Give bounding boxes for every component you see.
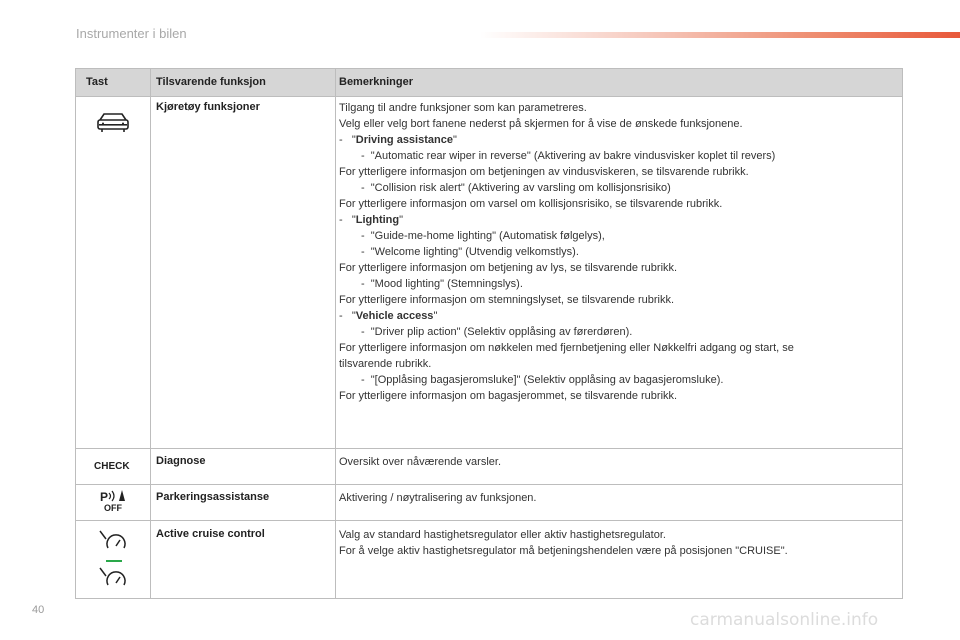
off-label: OFF (104, 503, 122, 513)
check-label: CHECK (94, 461, 130, 472)
function-name: Active cruise control (156, 528, 265, 540)
column-divider (335, 69, 336, 598)
remarks-text: Aktivering / nøytralisering av funksjonen. (339, 492, 537, 504)
svg-text:P: P (100, 490, 109, 504)
function-name: Diagnose (156, 455, 206, 467)
row-divider (76, 448, 902, 449)
remarks-text: Oversikt over nåværende varsler. (339, 456, 502, 468)
remarks-text: Valg av standard hastighetsregulator eller aktiv hastighetsregulator. For å velge aktiv hastighetsregulator må betjeningshendelen være på posisjonen "CRUISE". (339, 529, 788, 557)
column-divider (150, 69, 151, 598)
function-name: Parkeringsassistanse (156, 491, 270, 503)
watermark: carmanualsonline.info (690, 610, 879, 630)
column-header-tast: Tast (76, 69, 150, 96)
cruise-control-icon (76, 524, 150, 599)
row-divider (76, 96, 902, 97)
header-accent-bar (480, 32, 960, 38)
remarks-text: Tilgang til andre funksjoner som kan parametreres. Velg eller velg bort fanene nederst på skjermen for å vise de ønskede funksjonene. - "Driving assistance" - "Automatic rear wiper in reverse" (Aktivering av bakre vindusvisker koplet til revers) For ytterligere informasjon om betjeningen av vindusviskeren, se tilsvarende rubrikk. - "Collision risk alert" (Aktivering av varsling om kollisjonsrisiko) For ytterligere informasjon om varsel om kollisjonsrisiko, se tilsvarende rubrikk. - "Lighting" - "Guide-me-home lighting" (Automatisk følgelys), - "Welcome lighting" (Utvendig velkomstlys). For ytterligere informasjon om betjening av lys, se tilsvarende rubrikk. - "Mood lighting" (Stemningslys). For ytterligere informasjon om stemningslyset, se tilsvarende rubrikk. - "Vehicle access" - "Driver plip action" (Selektiv opplåsing av førerdøren). For ytterligere informasjon om nøkkelen med fjernbetjening eller Nøkkelfri adgang og start, se tilsvarende rubrikk. - "[Opplåsing bagasjeromsluke]" (Selektiv opplåsing av bagasjeromsluke). For ytterligere informasjon om bagasjerommet, se tilsvarende rubrikk. (339, 102, 794, 402)
column-header-function: Tilsvarende funksjon (150, 69, 335, 96)
page-header-title: Instrumenter i bilen (76, 26, 187, 41)
car-icon (76, 107, 150, 137)
row-divider (76, 484, 902, 485)
function-name: Kjøretøy funksjoner (156, 101, 260, 113)
column-header-remarks: Bemerkninger (335, 69, 902, 96)
page-number: 40 (32, 604, 45, 616)
parking-sensor-off-icon (76, 487, 150, 519)
row-divider (76, 520, 902, 521)
functions-table (75, 68, 903, 599)
